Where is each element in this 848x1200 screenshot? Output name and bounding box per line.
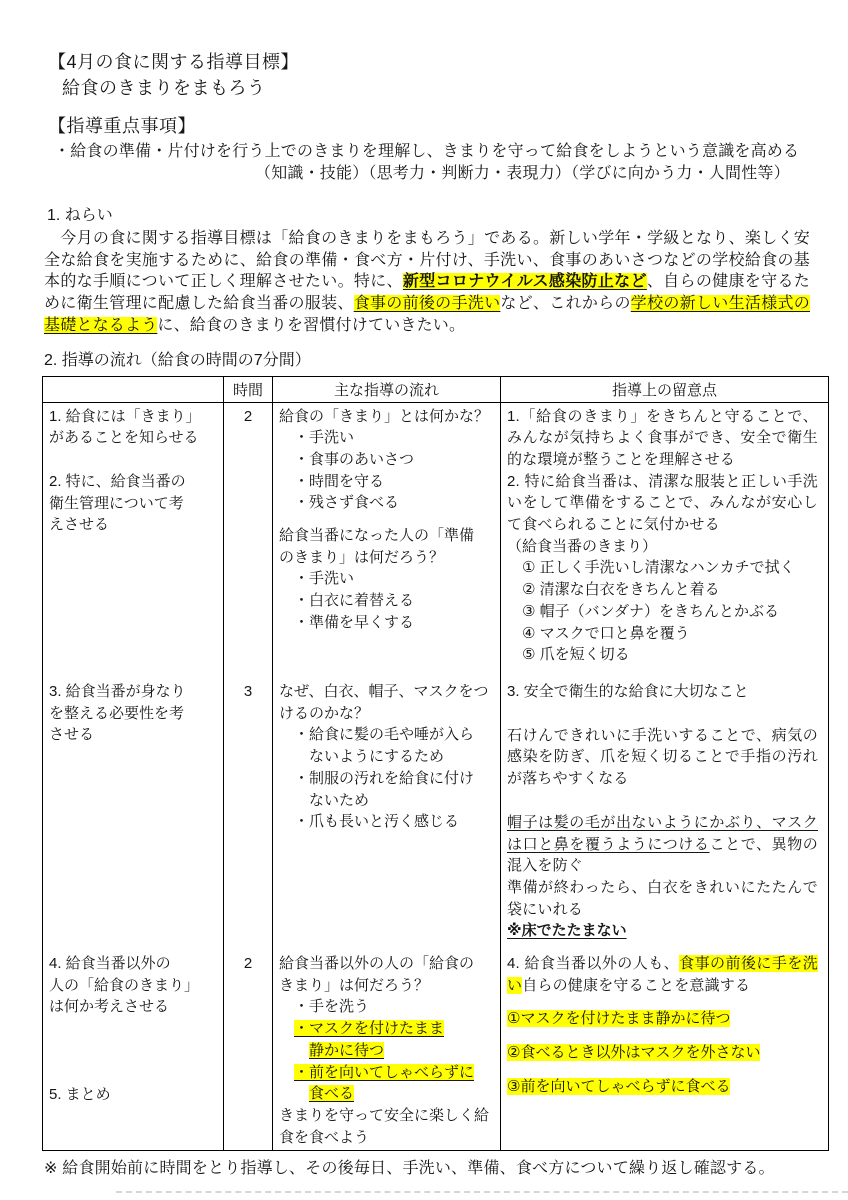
activity-4 [49, 953, 219, 1018]
text-line: 給食当番以外の人の「給食の [279, 955, 475, 973]
handwash-highlight: 食事の前後の手洗い [353, 295, 501, 313]
numbered-item: ④ マスクで口と鼻を覆う [522, 624, 690, 642]
covid-prevention-highlight: 新型コロナウイルス感染防止など [402, 273, 647, 291]
flow-question [279, 953, 496, 996]
text-line: 給食当番になった人の「準備 [279, 527, 475, 545]
bullet-item: ・手洗い [294, 429, 355, 447]
activity-5-summary: 5. まとめ [49, 1086, 111, 1104]
note-paragraph: 2. 特に給食当番は、清潔な服装と正しい手洗いをして準備をすることで、みんなが安心して食べられることに気付かせる [507, 472, 818, 534]
face-forward-highlight: ・前を向いてしゃべらずに [294, 1063, 475, 1081]
rule-3-highlight: ③前を向いてしゃべらずに食べる [507, 1077, 731, 1095]
text-line: きまり」は何だろう？ [279, 976, 430, 994]
bullet-item-highlighted [294, 1018, 496, 1040]
hat-mask-underline: 帽子は髪の毛が出ないようにかぶり、マスクは口と鼻を覆うようにつける [507, 813, 818, 853]
flow-heading: 2. 指導の流れ（給食の時間の7分間） [44, 351, 311, 369]
bullet-item: ・手洗い [294, 570, 355, 588]
numbered-item: ⑤ 爪を短く切る [522, 646, 630, 664]
priority-item: ・給食の準備・片付けを行う上でのきまりを理解し、きまりを守って給食をしようという意識を高める [54, 143, 800, 160]
bullet-item: ・残さず食べる [294, 494, 400, 512]
row3-time-cell: 2 [224, 950, 273, 1150]
text-line: 人の「給食のきまり」 [49, 976, 200, 994]
text-line: を整える必要性を考 [49, 704, 185, 722]
text-line: 3. 給食当番が身なり [49, 683, 186, 701]
bullet-item: ・食事のあいさつ [294, 450, 415, 468]
aim-text-start: 今月の食に関する指導目標は「給食のきまりをまもろう」である。新しい学年・学級となり、楽しく安全な給食を実施するために、給食の準備・食べ方・片付け、手洗い、食事のあいさつなどの学校給食の基本的な手順について正しく理解させたい。特に、 [44, 230, 810, 291]
note-text: ことで、異物の混入を防ぐ [507, 835, 818, 875]
bullet-item: ・制服の汚れを給食に付け [294, 769, 475, 787]
guidance-flow-table [42, 376, 829, 1151]
priority-competencies: （知識・技能）（思考力・判断力・表現力）（学びに向かう力・人間性等） [255, 165, 790, 182]
row3-activity-cell [43, 950, 224, 1150]
note-label: （給食当番のきまり） [507, 537, 658, 555]
aim-text-end: に、給食のきまりを習慣付けていきたい。 [157, 316, 466, 334]
flow-question-1: 給食の「きまり」とは何かな？ [279, 407, 490, 425]
note-paragraph: 1.「給食のきまり」をきちんと守ることで、みんなが気持ちよく食事ができ、安全で衛生的な環境が整うことを理解させる [507, 407, 818, 468]
priority-heading: 【指導重点事項】 [48, 116, 196, 136]
header-time: 時間 [224, 376, 273, 402]
text-line: 4. 給食当番以外の [49, 955, 171, 973]
highlighted-rule [507, 1008, 818, 1030]
goal-subheading: 給食のきまりをまもろう [62, 78, 266, 98]
bullet-item-continuation: ないため [309, 791, 370, 809]
rule-2-highlight: ②食べるとき以外はマスクを外さない [507, 1044, 761, 1062]
note-paragraph: 石けんできれいに手洗いすることで、病気の感染を防ぎ、爪を短く切ることで手指の汚れが落ちやすくなる [507, 726, 818, 788]
text-line: きまりを守って安全に楽しく給 [279, 1106, 490, 1124]
numbered-item: ③ 帽子（バンダナ）をきちんとかぶる [522, 602, 780, 620]
text-line: 2. 特に、給食当番の [49, 472, 186, 490]
table-row [43, 402, 829, 678]
note-paragraph: 準備が終わったら、白衣をきれいにたたんで袋にいれる [507, 878, 818, 918]
flow-question [279, 681, 496, 724]
rule-1-highlight: ①マスクを付けたまま静かに待つ [507, 1010, 731, 1028]
face-forward-highlight: 食べる [309, 1085, 355, 1103]
text-line: があることを知らせる [49, 429, 199, 447]
note-paragraph [507, 812, 818, 877]
text-line: 食を食べよう [279, 1128, 370, 1146]
bullet-item: ・準備を早くする [294, 613, 415, 631]
mask-wait-highlight: ・マスクを付けたまま [294, 1020, 445, 1038]
activity-2 [49, 471, 219, 536]
note-paragraph [507, 953, 818, 996]
text-line: けるのかな？ [279, 704, 370, 722]
activity-3 [49, 681, 219, 746]
table-header-row [43, 376, 829, 402]
text-line: えさせる [49, 516, 110, 534]
row2-notes-cell [501, 678, 829, 950]
wash-hands-highlight: 食事の前後に手を洗い [507, 955, 818, 994]
text-line: 衛生管理について考 [49, 494, 184, 512]
header-main-flow: 主な指導の流れ [273, 376, 501, 402]
text-line: 1. 給食には「きまり」 [49, 407, 201, 425]
bullet-item-highlighted [309, 1083, 496, 1105]
note-text: 自らの健康を守ることを意識する [522, 976, 751, 994]
aim-heading: 1. ねらい [47, 207, 113, 224]
bullet-item-continuation: ないようにするため [309, 748, 445, 766]
text-line: させる [49, 726, 95, 744]
note-text: 4. 給食当番以外の人も、 [507, 955, 680, 973]
header-activity [43, 376, 224, 402]
numbered-item: ① 正しく手洗いし清潔なハンカチで拭く [522, 559, 795, 577]
bullet-item-highlighted [309, 1040, 496, 1062]
row2-activity-cell [43, 678, 224, 950]
bullet-item: ・時間を守る [294, 472, 385, 490]
bullet-item: ・白衣に着替える [294, 592, 415, 610]
row1-notes-cell [501, 402, 829, 678]
text-line: のきまり」は何だろう？ [279, 548, 445, 566]
goal-heading: 【4月の食に関する指導目標】 [48, 52, 300, 72]
no-floor-folding-warning: ※床でたたまない [507, 922, 627, 940]
bullet-item: ・手を洗う [294, 998, 370, 1016]
highlighted-rule [507, 1076, 818, 1098]
row1-activity-cell [43, 402, 224, 678]
activity-1 [49, 406, 219, 449]
flow-question-2 [279, 525, 496, 568]
row2-flow-cell [273, 678, 501, 950]
table-row [43, 950, 829, 1150]
note-paragraph: 3. 安全で衛生的な給食に大切なこと [507, 683, 749, 701]
row2-time-cell: 3 [224, 678, 273, 950]
row1-time-cell: 2 [224, 402, 273, 678]
bullet-item: ・爪も長いと汚く感じる [294, 813, 460, 831]
aim-text-mid1: 、自らの健康を守るために衛生管理に配慮した給食当番の服装、 [44, 273, 810, 313]
table-row [43, 678, 829, 950]
page-bottom-divider [116, 1191, 848, 1193]
row3-flow-cell [273, 950, 501, 1150]
text-line: なぜ、白衣、帽子、マスクをつ [279, 683, 489, 701]
aim-text-mid2: など、これからの [500, 295, 631, 313]
aim-paragraph [44, 228, 810, 337]
row1-flow-cell [273, 402, 501, 678]
flow-closing [279, 1105, 496, 1148]
highlighted-rule [507, 1042, 818, 1064]
bullet-item-highlighted [294, 1062, 496, 1084]
row3-notes-cell [501, 950, 829, 1150]
footer-note: ※ 給食開始前に時間をとり指導し、その後毎日、手洗い、準備、食べ方について繰り返し確認する。 [44, 1159, 775, 1177]
header-notes: 指導上の留意点 [501, 376, 829, 402]
new-lifestyle-highlight: 学校の新しい生活様式の基礎となるよう [44, 295, 810, 334]
mask-wait-highlight: 静かに待つ [309, 1041, 385, 1059]
text-line: は何か考えさせる [49, 998, 170, 1016]
numbered-item: ② 清潔な白衣をきちんと着る [522, 581, 720, 599]
bullet-item: ・給食に髪の毛や唾が入ら [294, 726, 475, 744]
